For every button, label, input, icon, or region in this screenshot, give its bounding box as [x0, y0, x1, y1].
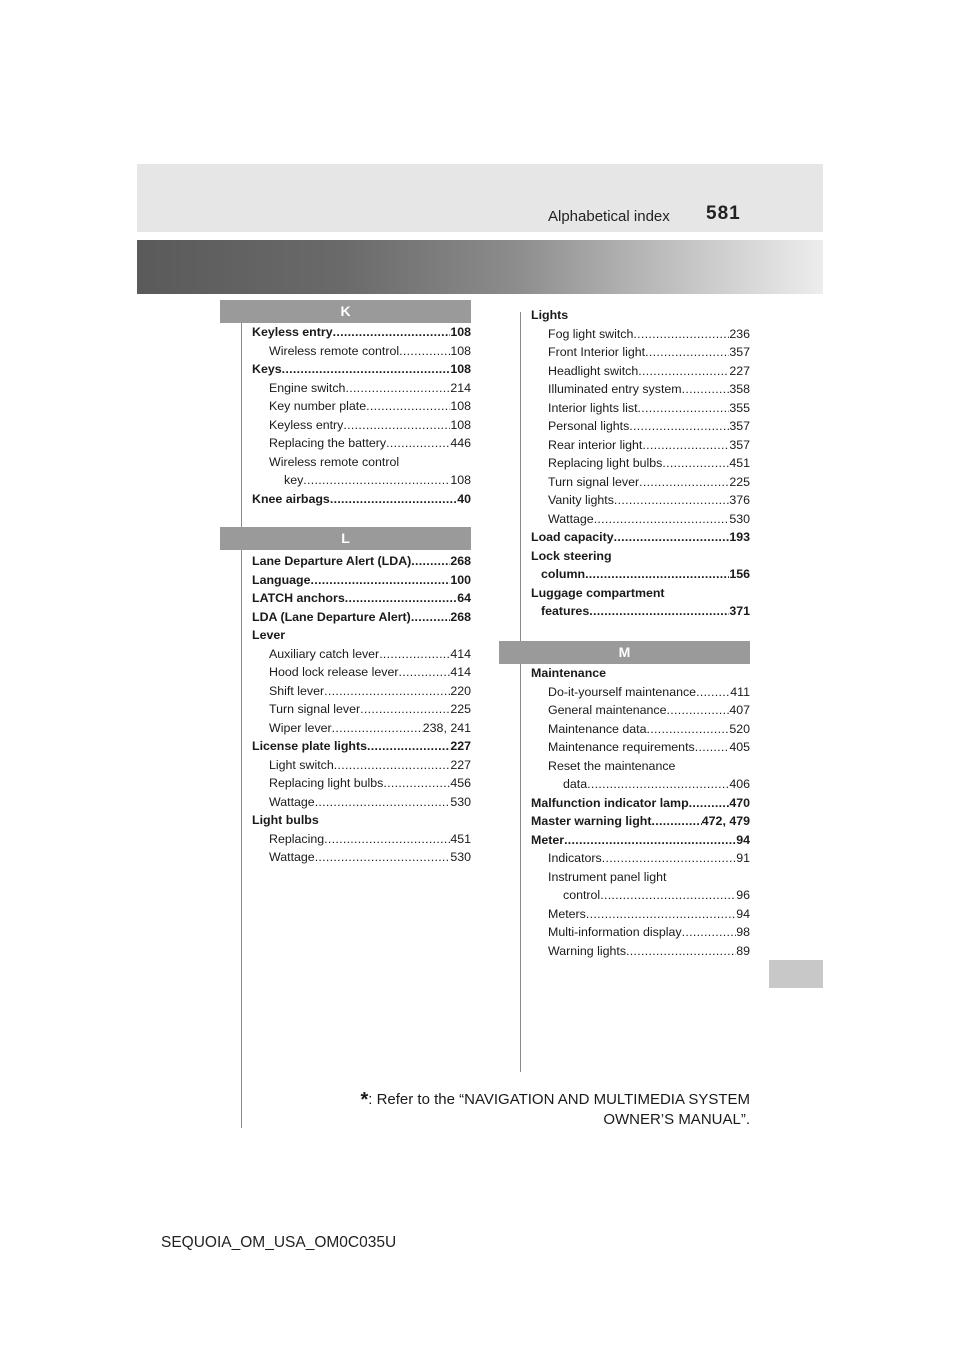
index-subentry[interactable]: Replacing the battery ..... 446 [252, 434, 471, 453]
index-subentry[interactable]: Key number plate ..... 108 [252, 397, 471, 416]
chapter-thumb-tab [769, 960, 823, 988]
index-group-l [252, 552, 471, 867]
document-code: SEQUOIA_OM_USA_OM0C035U [161, 1234, 397, 1251]
index-entry[interactable]: Lane Departure Alert (LDA) ..... 268 [252, 552, 471, 571]
index-subentry[interactable]: Illuminated entry system ..... 358 [531, 380, 750, 399]
index-entry[interactable]: Knee airbags ..... 40 [252, 490, 471, 509]
index-heading: Lights [531, 308, 569, 322]
index-entry[interactable]: Meter ..... 94 [531, 831, 750, 850]
index-heading: Maintenance [531, 666, 607, 680]
index-subentry[interactable]: Maintenance requirements ..... 405 [531, 738, 750, 757]
footnote [360, 1090, 750, 1129]
index-subentry[interactable]: Replacing light bulbs ..... 451 [531, 454, 750, 473]
index-subentry[interactable]: Replacing light bulbs ..... 456 [252, 774, 471, 793]
index-subentry-heading: Instrument panel light [548, 869, 667, 884]
index-subentry[interactable]: Auxiliary catch lever ..... 414 [252, 645, 471, 664]
index-subentry[interactable]: Headlight switch ..... 227 [531, 362, 750, 381]
index-subentry[interactable]: Wattage ..... 530 [252, 793, 471, 812]
index-entry[interactable]: Master warning light ..... 472, 479 [531, 812, 750, 831]
index-subentry[interactable]: key ..... 108 [252, 471, 471, 490]
decorative-gradient-bar [137, 240, 823, 294]
index-subentry[interactable]: Engine switch ..... 214 [252, 379, 471, 398]
index-subentry[interactable]: Shift lever ..... 220 [252, 682, 471, 701]
index-group-m [531, 664, 750, 960]
footnote-line-1: : Refer to the “NAVIGATION AND MULTIMEDIA SYSTEM [368, 1091, 750, 1108]
index-subentry[interactable]: Turn signal lever ..... 225 [531, 473, 750, 492]
index-subentry[interactable]: Indicators ..... 91 [531, 849, 750, 868]
index-entry[interactable]: LATCH anchors ..... 64 [252, 589, 471, 608]
index-subentry[interactable]: Interior lights list ..... 355 [531, 399, 750, 418]
index-heading: Light bulbs [252, 813, 319, 827]
index-subentry[interactable]: Rear interior light ..... 357 [531, 436, 750, 455]
page-number: 581 [706, 203, 741, 224]
index-subentry-heading: Wireless remote control [269, 454, 400, 469]
index-subentry[interactable]: Wattage ..... 530 [252, 848, 471, 867]
index-entry[interactable]: column ..... 156 [531, 565, 750, 584]
index-subentry[interactable]: Front Interior light ..... 357 [531, 343, 750, 362]
index-entry[interactable]: Language ..... 100 [252, 571, 471, 590]
index-subentry[interactable]: Fog light switch ..... 236 [531, 325, 750, 344]
index-subentry[interactable]: Do-it-yourself maintenance ..... 411 [531, 683, 750, 702]
letter-header-l: L [220, 527, 471, 550]
footnote-line-2: OWNER’S MANUAL”. [603, 1111, 750, 1128]
index-subentry[interactable]: Multi-information display ..... 98 [531, 923, 750, 942]
index-entry[interactable]: features ..... 371 [531, 602, 750, 621]
index-entry[interactable]: Keyless entry ..... 108 [252, 323, 471, 342]
index-subentry[interactable]: Maintenance data ..... 520 [531, 720, 750, 739]
letter-header-k: K [220, 300, 471, 323]
index-subentry[interactable]: Warning lights ..... 89 [531, 942, 750, 961]
index-subentry-heading: Reset the maintenance [548, 758, 676, 773]
index-subentry[interactable]: Wireless remote control ..... 108 [252, 342, 471, 361]
index-subentry[interactable]: Keyless entry ..... 108 [252, 416, 471, 435]
index-entry[interactable]: LDA (Lane Departure Alert) ..... 268 [252, 608, 471, 627]
index-subentry[interactable]: data ..... 406 [531, 775, 750, 794]
index-subentry[interactable]: Wiper lever ..... 238, 241 [252, 719, 471, 738]
footnote-marker: * [360, 1089, 369, 1111]
index-heading: Luggage compartment [531, 585, 665, 600]
index-subentry[interactable]: control ..... 96 [531, 886, 750, 905]
index-subentry[interactable]: Vanity lights ..... 376 [531, 491, 750, 510]
index-subentry[interactable]: Light switch ..... 227 [252, 756, 471, 775]
index-entry[interactable]: Load capacity ..... 193 [531, 528, 750, 547]
index-subentry[interactable]: Hood lock release lever ..... 414 [252, 663, 471, 682]
index-subentry[interactable]: General maintenance ..... 407 [531, 701, 750, 720]
section-title: Alphabetical index [548, 208, 670, 225]
index-group-k [252, 323, 471, 508]
letter-header-m: M [499, 641, 750, 664]
index-subentry[interactable]: Replacing ..... 451 [252, 830, 471, 849]
index-heading: Lever [252, 628, 286, 642]
index-subentry[interactable]: Turn signal lever ..... 225 [252, 700, 471, 719]
index-group-l-continued [531, 306, 750, 621]
left-column-rule [241, 300, 242, 1128]
index-entry[interactable]: Keys ..... 108 [252, 360, 471, 379]
index-entry[interactable]: Malfunction indicator lamp ..... 470 [531, 794, 750, 813]
right-column-rule [520, 312, 521, 1072]
index-entry[interactable]: License plate lights ..... 227 [252, 737, 471, 756]
index-subentry[interactable]: Meters ..... 94 [531, 905, 750, 924]
index-subentry[interactable]: Personal lights ..... 357 [531, 417, 750, 436]
index-subentry[interactable]: Wattage ..... 530 [531, 510, 750, 529]
index-heading: Lock steering [531, 548, 612, 563]
